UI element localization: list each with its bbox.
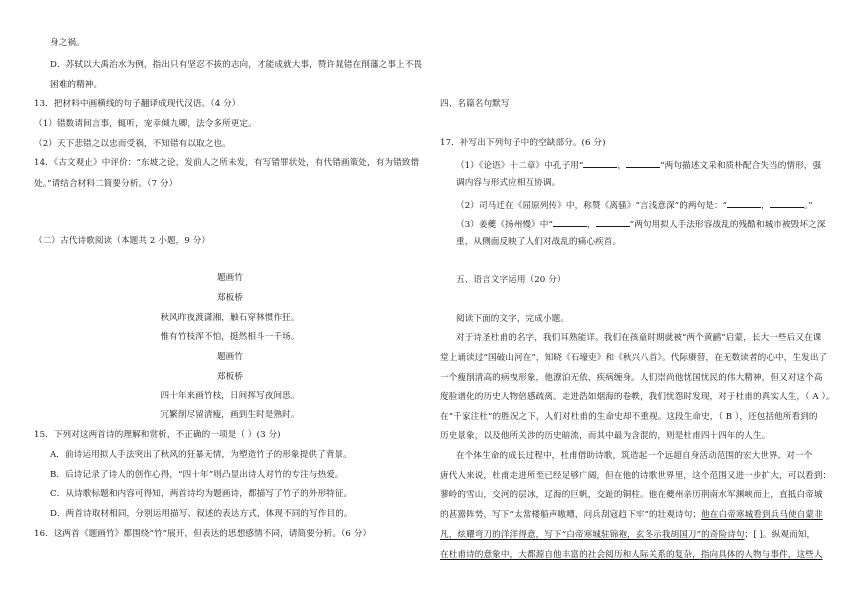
poem-1-author: 郑板桥 bbox=[216, 293, 244, 303]
question-17: 17．补写出下列句子中的空缺部分。(6 分) bbox=[440, 138, 606, 148]
poem-2-author: 郑板桥 bbox=[216, 372, 244, 382]
question-17-item-3-line-1: （3）姜夔《扬州慢》中“ ， ”两句用拟人手法形容战乱的残酷和城市被毁坏之深 bbox=[456, 220, 826, 230]
question-13-sentence-1: （1）错数请间言事，辄听，宠幸倾九卿，法令多所更定。 bbox=[34, 119, 257, 129]
section-2-heading: （二）古代诗歌阅读（本题共 2 小题，9 分） bbox=[34, 236, 211, 246]
answer-blank[interactable] bbox=[553, 218, 587, 227]
poem-2-line-1: 四十年来画竹枝，日间挥写夜间思。 bbox=[160, 391, 300, 401]
passage-p1-line-4: 度脸谱化的历史人物倍感疏离。走进浩如烟海的卷帙，我们忧怨时发现，对于杜甫的真实人生，（ A ）。 bbox=[440, 392, 835, 402]
answer-blank[interactable] bbox=[770, 199, 804, 208]
option-d-line-2: 困难的精神。 bbox=[50, 80, 103, 90]
question-17-item-1-line-1: （1）《论语》十二章》中孔子用“ ， ”两句描述文采和质朴配合失当的情形，强 bbox=[456, 161, 822, 171]
underlined-sentence: 他在白帝寒城看到兵马使自蒙非 bbox=[701, 510, 823, 520]
question-17-item-3-line-2: 重，从侧面反映了人们对战乱的痛心疾首。 bbox=[456, 237, 622, 247]
passage-p2-line-1: 在个体生命的成长过程中，杜甫借助诗歌，筑造起一个远超自身活动范围的宏大世界。对一个 bbox=[456, 451, 813, 461]
passage-p2-line-4: 的甚嚣阵势，写下“太常楼船声嗷嘈，问兵刮寇趋下牢”的壮观诗句；他在白帝寒城看到兵马使自蒙非 bbox=[440, 510, 823, 520]
section-5-heading: 五、语言文字运用（20 分） bbox=[456, 275, 566, 285]
answer-blank[interactable] bbox=[626, 159, 660, 168]
poem-2-line-2: 冗繁削尽留清瘦，画到生时是熟时。 bbox=[160, 410, 300, 420]
question-15-option-b: B．后诗记录了诗人的创作心得，“四十年”则凸显出诗人对竹的专注与热爱。 bbox=[50, 470, 344, 480]
question-14-line-2: 处。”请结合材料二简要分析。（7 分） bbox=[34, 179, 178, 189]
question-17-item-1-line-2: 调内容与形式应相互协调。 bbox=[456, 178, 561, 188]
poem-1-title: 题画竹 bbox=[216, 273, 244, 283]
passage-p1-line-6: 历史景象，以及他所关涉的历史暗流，而其中最为含混的，则是杜甫四十四年的人生。 bbox=[440, 431, 771, 441]
answer-blank[interactable] bbox=[596, 218, 630, 227]
option-d-line-1: D．苏轼以大禹治水为例，指出只有坚忍不拔的志向，才能成就大事，赞许晁错在削藩之事上不畏 bbox=[50, 60, 423, 70]
underlined-sentence: 在杜甫诗的意象中，大都源自他丰富的社会阅历和人际关系的复杂，指向具体的人物与事件，这些人 bbox=[440, 550, 823, 560]
answer-blank[interactable] bbox=[727, 199, 761, 208]
poem-2-title: 题画竹 bbox=[216, 352, 244, 362]
passage-p2-line-6 bbox=[440, 551, 823, 560]
passage-p1-line-1: 对于诗圣杜甫的名字，我们耳熟能详。我们在孩童时期就被“两个黄鹂”启蒙，长大一些后又在课 bbox=[456, 333, 822, 343]
poem-1-line-2: 惟有竹枝浑不怕，挺然相斗一千场。 bbox=[160, 332, 300, 342]
answer-blank[interactable] bbox=[583, 159, 617, 168]
passage-p1-line-5: 在“千家注杜”的胜况之下，人们对杜甫的生命史却不重视。这段生命史，（ B ），还包括他所看到的 bbox=[440, 412, 818, 422]
passage-p1-line-3: 一个瘦削清高的病曳形象，他潦泊无依，疾病缠身。人们崇尚他忧国忧民的伟大精神，但又对这个高 bbox=[440, 373, 823, 383]
question-15-option-d: D．两首诗取材相同，分别运用描写、叙述的表达方式，体现不同的写作目的。 bbox=[50, 509, 353, 519]
passage-p1-line-2: 堂上诵读过“国破山河在”，知晓《石壕吏》和《秋兴八首》。代际赓替，在无数读者的心中，生发出了 bbox=[440, 353, 828, 363]
passage-p2-line-3: 蓼岭的雪山，交河的层冰，辽海的巨帆，交趾的铜柱。他在夔州亲历荆南水军渊峡而上，直抵白帝城 bbox=[440, 490, 823, 500]
question-15-option-a: A．前诗运用拟人手法突出了秋风的狂暴无情，为塑造竹子的形象提供了背景。 bbox=[50, 450, 352, 460]
question-15-option-c: C．从诗歌标题和内容可得知，两首诗均为题画诗，都描写了竹子的外形特征。 bbox=[50, 489, 353, 499]
question-15: 15．下列对这两首诗的理解和赏析，不正确的一项是（ ）(3 分) bbox=[34, 430, 281, 440]
question-17-item-2: （2）司马迁在《屈原列传》中，称赞《离骚》“言浅意深”的两句是：“ ， 。” bbox=[456, 201, 813, 211]
underlined-sentence: 凡，炫耀弯刀的洋洋得意，写下“白帝寒城驻锦袍，玄冬示我胡国刀”的奇险诗句 bbox=[440, 530, 745, 540]
option-c-continuation: 身之祸。 bbox=[50, 38, 85, 48]
reading-instruction: 阅读下面的文字，完成小题。 bbox=[456, 314, 570, 324]
poem-1-line-1: 秋风昨夜渡潇湘，触石穿林惯作狂。 bbox=[160, 313, 300, 323]
question-13: 13．把材料中画横线的句子翻译成现代汉语。（4 分） bbox=[34, 99, 241, 109]
passage-p2-line-2: 唐代人来说，杜甫走进所至已经足够广阔，但在他的诗歌世界里，这个范围又进一步扩大，可以看到： bbox=[440, 471, 832, 481]
question-16: 16．这两首《题画竹》都围绕“竹”展开，但表达的思想感情不同，请简要分析。（6 分） bbox=[34, 529, 372, 539]
question-13-sentence-2: （2）天下悲错之以忠而受祸，不知错有以取之也。 bbox=[34, 139, 231, 149]
question-14-line-1: 14．《古文观止》中评价：“东坡之论，发前人之所未发，有写错罪状处，有代错画策处，有为错致惜 bbox=[34, 158, 420, 168]
section-4-heading: 四、名篇名句默写 bbox=[440, 99, 510, 109]
passage-p2-line-5: 凡，炫耀弯刀的洋洋得意，写下“白帝寒城驻锦袍，玄冬示我胡国刀”的奇险诗句；[ ]。纵观而知， bbox=[440, 530, 816, 540]
